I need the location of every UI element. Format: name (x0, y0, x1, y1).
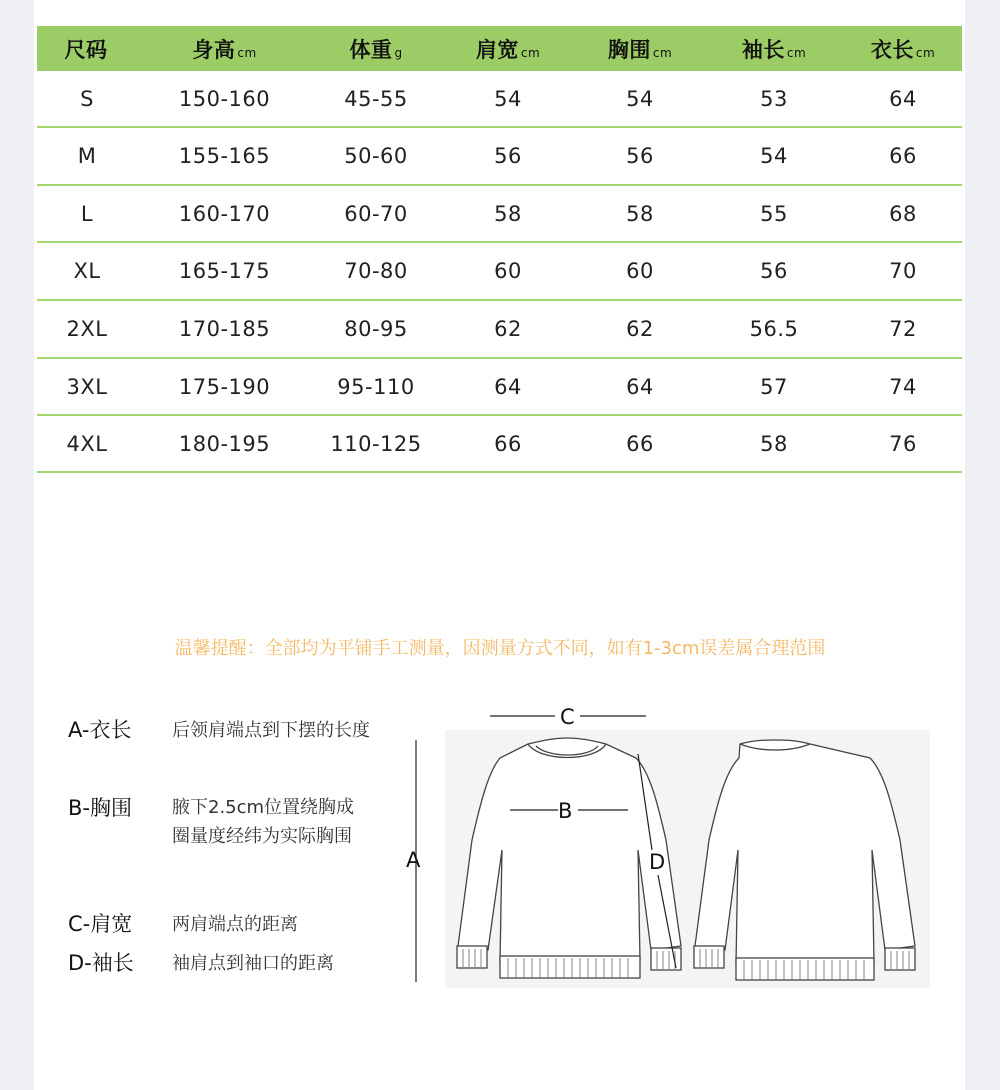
diagram-label-b: B (558, 799, 573, 823)
table-cell: 56 (494, 144, 522, 168)
diagram-label-c: C (560, 705, 575, 729)
table-cell: 60-70 (344, 201, 408, 226)
table-row (37, 243, 962, 301)
table-cell: 62 (626, 317, 654, 341)
table-cell: 170-185 (178, 317, 271, 341)
table-cell: 95-110 (337, 374, 415, 399)
header-size: 尺码 (64, 37, 108, 62)
legend-a-desc: 后领肩端点到下摆的长度 (172, 720, 370, 741)
table-cell: 72 (889, 317, 917, 341)
table-cell: M (77, 144, 97, 168)
table-cell: L (80, 201, 94, 226)
measurement-tip: 温馨提醒：全部均为平铺手工测量，因测量方式不同，如有1-3cm误差属合理范围 (174, 638, 826, 659)
table-cell: XL (73, 259, 101, 283)
table-cell: 66 (889, 144, 917, 168)
table-cell: 155-165 (178, 144, 271, 168)
table-cell: 50-60 (344, 144, 408, 168)
table-row (37, 71, 962, 128)
table-cell: 74 (889, 374, 917, 399)
table-cell: 60 (626, 259, 654, 283)
table-cell: 45-55 (344, 86, 408, 111)
table-cell: 54 (626, 86, 654, 111)
table-cell: 58 (760, 431, 788, 456)
table-row (37, 186, 962, 243)
table-cell: 54 (760, 144, 788, 168)
header-height: 身高 cm (192, 37, 257, 62)
size-table (37, 26, 962, 473)
table-cell: 56 (760, 259, 788, 283)
table-cell: 66 (494, 431, 522, 456)
size-table-header (37, 26, 962, 71)
table-cell: 4XL (66, 431, 108, 456)
table-cell: 160-170 (178, 201, 271, 226)
legend-d-key: D-袖长 (68, 951, 134, 975)
table-cell: 58 (494, 201, 522, 226)
legend-c-desc: 两肩端点的距离 (172, 914, 298, 935)
table-cell: 80-95 (344, 317, 408, 341)
table-cell: 58 (626, 201, 654, 226)
header-weight: 体重 g (349, 37, 403, 62)
legend-d-desc: 袖肩点到袖口的距离 (172, 953, 334, 974)
table-cell: 3XL (66, 374, 108, 399)
table-cell: 57 (760, 374, 788, 399)
legend-b-key: B-胸围 (68, 796, 132, 820)
table-cell: 56 (626, 144, 654, 168)
table-row (37, 301, 962, 359)
legend-a-key: A-衣长 (68, 718, 132, 742)
table-cell: 165-175 (178, 259, 271, 283)
table-cell: 175-190 (178, 374, 271, 399)
table-cell: 64 (626, 374, 654, 399)
legend-b-desc: 腋下2.5cm位置绕胸成圈量度经纬为实际胸围 (172, 797, 355, 847)
header-sleeve: 袖长 cm (741, 37, 807, 62)
table-row (37, 416, 962, 473)
table-cell: S (80, 86, 94, 111)
table-cell: 56.5 (749, 317, 799, 341)
diagram-label-d: D (649, 850, 666, 874)
table-cell: 60 (494, 259, 522, 283)
sweater-diagram (400, 700, 940, 1000)
table-cell: 70-80 (344, 259, 408, 283)
table-cell: 76 (889, 431, 917, 456)
table-cell: 54 (494, 86, 522, 111)
table-row (37, 359, 962, 416)
table-cell: 53 (760, 86, 788, 111)
table-cell: 150-160 (178, 86, 271, 111)
table-cell: 66 (626, 431, 654, 456)
diagram-label-a: A (406, 848, 421, 872)
table-cell: 110-125 (330, 431, 422, 456)
table-cell: 55 (760, 201, 788, 226)
table-row (37, 128, 962, 186)
table-cell: 64 (889, 86, 917, 111)
header-length: 衣长 cm (870, 37, 936, 62)
header-shoulder: 肩宽 cm (475, 37, 541, 62)
table-cell: 68 (889, 201, 917, 226)
table-cell: 2XL (66, 317, 108, 341)
header-chest: 胸围 cm (607, 37, 673, 62)
table-cell: 62 (494, 317, 522, 341)
legend-c-key: C-肩宽 (68, 912, 133, 936)
table-cell: 70 (889, 259, 917, 283)
table-cell: 180-195 (178, 431, 271, 456)
table-cell: 64 (494, 374, 522, 399)
